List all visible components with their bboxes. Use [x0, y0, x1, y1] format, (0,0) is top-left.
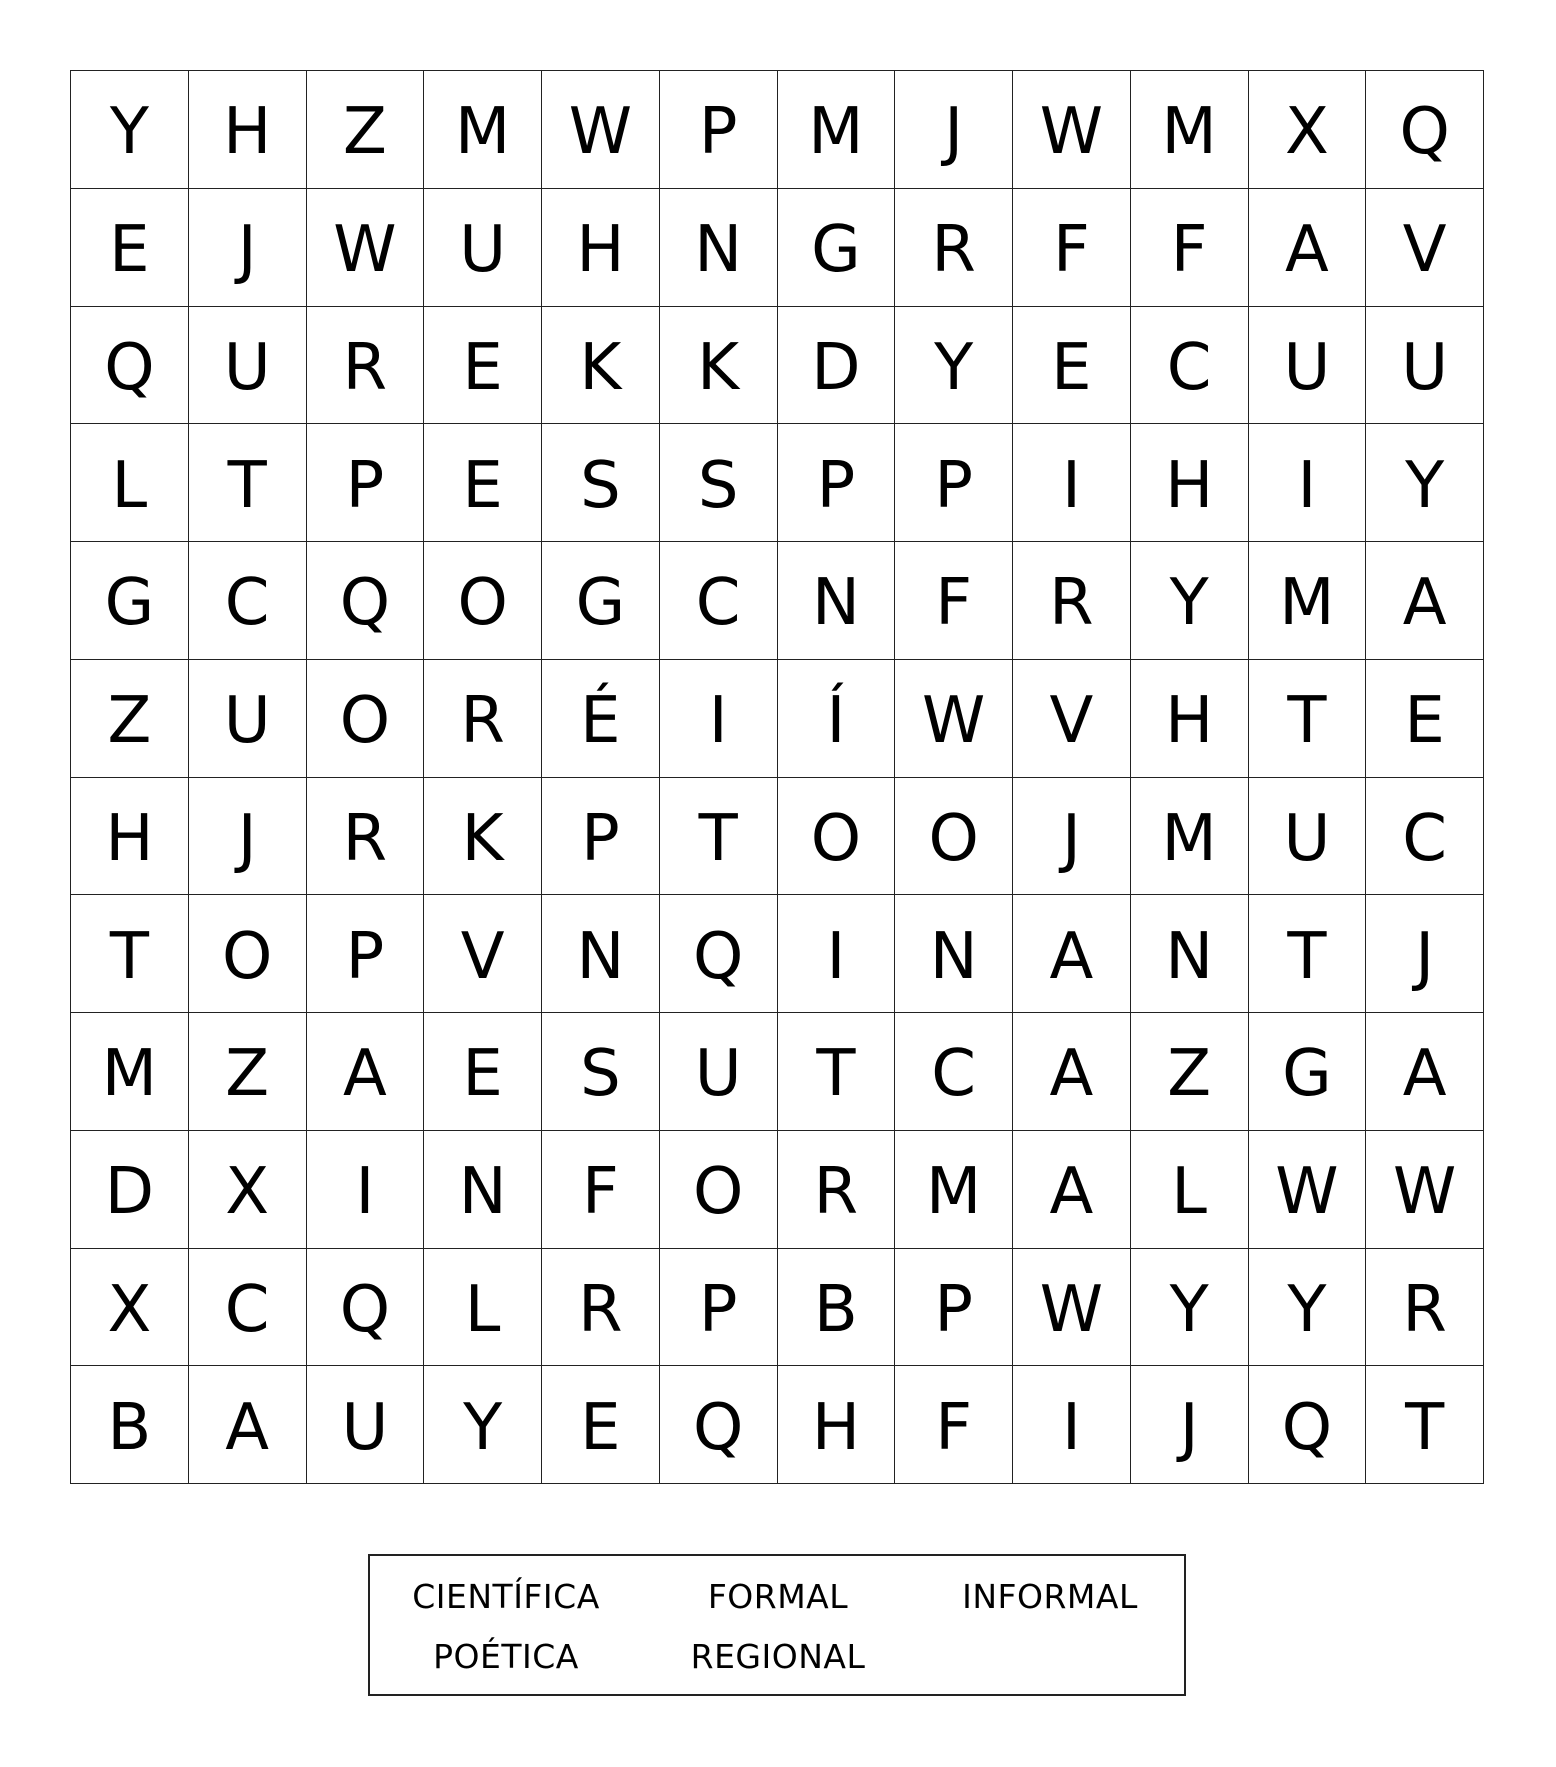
grid-cell[interactable]: É [542, 660, 660, 778]
grid-cell[interactable]: Z [307, 71, 425, 189]
grid-cell[interactable]: Y [1131, 1249, 1249, 1367]
grid-cell[interactable]: R [895, 189, 1013, 307]
grid-cell[interactable]: N [660, 189, 778, 307]
grid-cell[interactable]: N [424, 1131, 542, 1249]
grid-cell[interactable]: W [895, 660, 1013, 778]
grid-cell[interactable]: I [1249, 424, 1367, 542]
grid-cell[interactable]: E [424, 424, 542, 542]
grid-cell[interactable]: Q [660, 895, 778, 1013]
grid-cell[interactable]: P [895, 1249, 1013, 1367]
word-list-item: INFORMAL [962, 1576, 1138, 1616]
grid-cell[interactable]: V [424, 895, 542, 1013]
word-search-grid [70, 70, 1484, 1484]
grid-cell[interactable]: M [71, 1013, 189, 1131]
grid-cell[interactable]: H [189, 71, 307, 189]
grid-cell[interactable]: V [1013, 660, 1131, 778]
grid-cell[interactable]: R [1013, 542, 1131, 660]
grid-cell[interactable]: B [778, 1249, 896, 1367]
grid-cell[interactable]: P [660, 1249, 778, 1367]
grid-cell[interactable]: R [542, 1249, 660, 1367]
grid-cell[interactable]: G [71, 542, 189, 660]
grid-cell[interactable]: B [71, 1366, 189, 1484]
grid-cell[interactable]: R [307, 778, 425, 896]
grid-cell[interactable]: Q [1249, 1366, 1367, 1484]
grid-cell[interactable]: N [778, 542, 896, 660]
grid-cell[interactable]: I [307, 1131, 425, 1249]
grid-cell[interactable]: Í [778, 660, 896, 778]
grid-cell[interactable]: I [660, 660, 778, 778]
grid-cell[interactable]: F [1013, 189, 1131, 307]
grid-cell[interactable]: W [1013, 1249, 1131, 1367]
grid-cell[interactable]: C [1366, 778, 1484, 896]
word-list-item: FORMAL [707, 1576, 849, 1616]
grid-cell[interactable]: H [778, 1366, 896, 1484]
grid-cell[interactable]: A [1013, 1131, 1131, 1249]
grid-cell[interactable]: Q [1366, 71, 1484, 189]
grid-cell[interactable]: U [424, 189, 542, 307]
word-list-item: REGIONAL [690, 1636, 866, 1676]
grid-cell[interactable]: G [778, 189, 896, 307]
grid-cell[interactable]: U [189, 307, 307, 425]
grid-cell[interactable]: T [189, 424, 307, 542]
grid-cell[interactable]: W [542, 71, 660, 189]
grid-cell[interactable]: E [542, 1366, 660, 1484]
grid-cell[interactable]: R [307, 307, 425, 425]
grid-cell[interactable]: O [778, 778, 896, 896]
grid-cell[interactable]: Q [307, 542, 425, 660]
grid-cell[interactable]: I [1013, 424, 1131, 542]
grid-cell[interactable]: D [71, 1131, 189, 1249]
grid-cell[interactable]: E [1366, 660, 1484, 778]
grid-cell[interactable]: E [71, 189, 189, 307]
grid-cell[interactable]: T [1366, 1366, 1484, 1484]
grid-cell[interactable]: H [71, 778, 189, 896]
grid-cell[interactable]: M [1131, 71, 1249, 189]
grid-cell[interactable]: K [424, 778, 542, 896]
grid-cell[interactable]: Y [895, 307, 1013, 425]
grid-cell[interactable]: A [1366, 1013, 1484, 1131]
word-list-item: CIENTÍFICA [412, 1576, 600, 1616]
grid-cell[interactable]: U [1249, 307, 1367, 425]
grid-cell[interactable]: L [1131, 1131, 1249, 1249]
grid-cell[interactable]: E [424, 307, 542, 425]
grid-cell[interactable]: X [1249, 71, 1367, 189]
grid-cell[interactable]: H [542, 189, 660, 307]
grid-cell[interactable]: U [660, 1013, 778, 1131]
grid-cell[interactable]: E [424, 1013, 542, 1131]
grid-cell[interactable]: O [895, 778, 1013, 896]
grid-cell[interactable]: C [189, 542, 307, 660]
grid-cell[interactable]: I [1013, 1366, 1131, 1484]
grid-cell[interactable]: U [1366, 307, 1484, 425]
grid-cell[interactable]: X [71, 1249, 189, 1367]
grid-cell[interactable]: A [189, 1366, 307, 1484]
grid-cell[interactable]: P [660, 71, 778, 189]
grid-cell[interactable]: F [895, 1366, 1013, 1484]
grid-cell[interactable]: V [1366, 189, 1484, 307]
grid-cell[interactable]: H [1131, 660, 1249, 778]
grid-cell[interactable]: Q [71, 307, 189, 425]
grid-cell[interactable]: T [660, 778, 778, 896]
grid-cell[interactable]: A [1013, 1013, 1131, 1131]
grid-cell[interactable]: S [542, 424, 660, 542]
grid-cell[interactable]: C [189, 1249, 307, 1367]
grid-cell[interactable]: O [307, 660, 425, 778]
grid-cell[interactable]: N [1131, 895, 1249, 1013]
grid-cell[interactable]: A [1013, 895, 1131, 1013]
grid-cell[interactable]: T [778, 1013, 896, 1131]
grid-cell[interactable]: A [307, 1013, 425, 1131]
grid-cell[interactable]: O [424, 542, 542, 660]
grid-cell[interactable]: P [895, 424, 1013, 542]
grid-cell[interactable]: T [1249, 895, 1367, 1013]
grid-cell[interactable]: U [1249, 778, 1367, 896]
grid-cell[interactable]: U [189, 660, 307, 778]
grid-cell[interactable]: S [542, 1013, 660, 1131]
grid-cell[interactable]: K [542, 307, 660, 425]
grid-cell[interactable]: W [307, 189, 425, 307]
grid-cell[interactable]: Y [1249, 1249, 1367, 1367]
grid-cell[interactable]: M [1131, 778, 1249, 896]
grid-cell[interactable]: H [1131, 424, 1249, 542]
grid-cell[interactable]: I [778, 895, 896, 1013]
grid-cell[interactable]: J [1366, 895, 1484, 1013]
grid-cell[interactable]: O [189, 895, 307, 1013]
grid-cell[interactable]: F [1131, 189, 1249, 307]
grid-cell[interactable]: L [71, 424, 189, 542]
grid-cell[interactable]: Q [307, 1249, 425, 1367]
grid-cell[interactable]: M [424, 71, 542, 189]
grid-cell[interactable]: R [424, 660, 542, 778]
grid-cell[interactable]: P [778, 424, 896, 542]
grid-cell[interactable]: N [542, 895, 660, 1013]
grid-cell[interactable]: Y [71, 71, 189, 189]
grid-cell[interactable]: G [1249, 1013, 1367, 1131]
grid-cell[interactable]: T [1249, 660, 1367, 778]
grid-cell[interactable]: W [1013, 71, 1131, 189]
grid-cell[interactable]: D [778, 307, 896, 425]
grid-cell[interactable]: M [778, 71, 896, 189]
grid-cell[interactable]: Y [1366, 424, 1484, 542]
grid-cell[interactable]: R [778, 1131, 896, 1249]
grid-cell[interactable]: N [895, 895, 1013, 1013]
grid-cell[interactable]: P [307, 424, 425, 542]
grid-cell[interactable]: M [1249, 542, 1367, 660]
grid-cell[interactable]: E [1013, 307, 1131, 425]
grid-cell[interactable]: A [1249, 189, 1367, 307]
grid-cell[interactable]: C [660, 542, 778, 660]
word-list [368, 1554, 1186, 1696]
grid-cell[interactable]: J [189, 778, 307, 896]
grid-cell[interactable]: W [1366, 1131, 1484, 1249]
grid-cell[interactable]: F [895, 542, 1013, 660]
grid-cell[interactable]: P [307, 895, 425, 1013]
grid-cell[interactable]: J [1131, 1366, 1249, 1484]
grid-cell[interactable]: R [1366, 1249, 1484, 1367]
grid-cell[interactable]: W [1249, 1131, 1367, 1249]
grid-cell[interactable]: L [424, 1249, 542, 1367]
grid-cell[interactable]: G [542, 542, 660, 660]
grid-cell[interactable]: A [1366, 542, 1484, 660]
grid-cell[interactable]: J [189, 189, 307, 307]
grid-cell[interactable]: M [895, 1131, 1013, 1249]
grid-cell[interactable]: O [660, 1131, 778, 1249]
grid-cell[interactable]: C [1131, 307, 1249, 425]
word-list-item: POÉTICA [433, 1636, 579, 1676]
grid-cell[interactable]: Y [1131, 542, 1249, 660]
grid-cell[interactable]: Z [189, 1013, 307, 1131]
grid-cell[interactable]: J [1013, 778, 1131, 896]
grid-cell[interactable]: U [307, 1366, 425, 1484]
grid-cell[interactable]: K [660, 307, 778, 425]
grid-cell[interactable]: X [189, 1131, 307, 1249]
grid-cell[interactable]: J [895, 71, 1013, 189]
grid-cell[interactable]: C [895, 1013, 1013, 1131]
grid-cell[interactable]: Z [1131, 1013, 1249, 1131]
grid-cell[interactable]: T [71, 895, 189, 1013]
grid-cell[interactable]: Z [71, 660, 189, 778]
grid-cell[interactable]: F [542, 1131, 660, 1249]
grid-cell[interactable]: S [660, 424, 778, 542]
grid-cell[interactable]: Q [660, 1366, 778, 1484]
grid-cell[interactable]: P [542, 778, 660, 896]
grid-cell[interactable]: Y [424, 1366, 542, 1484]
